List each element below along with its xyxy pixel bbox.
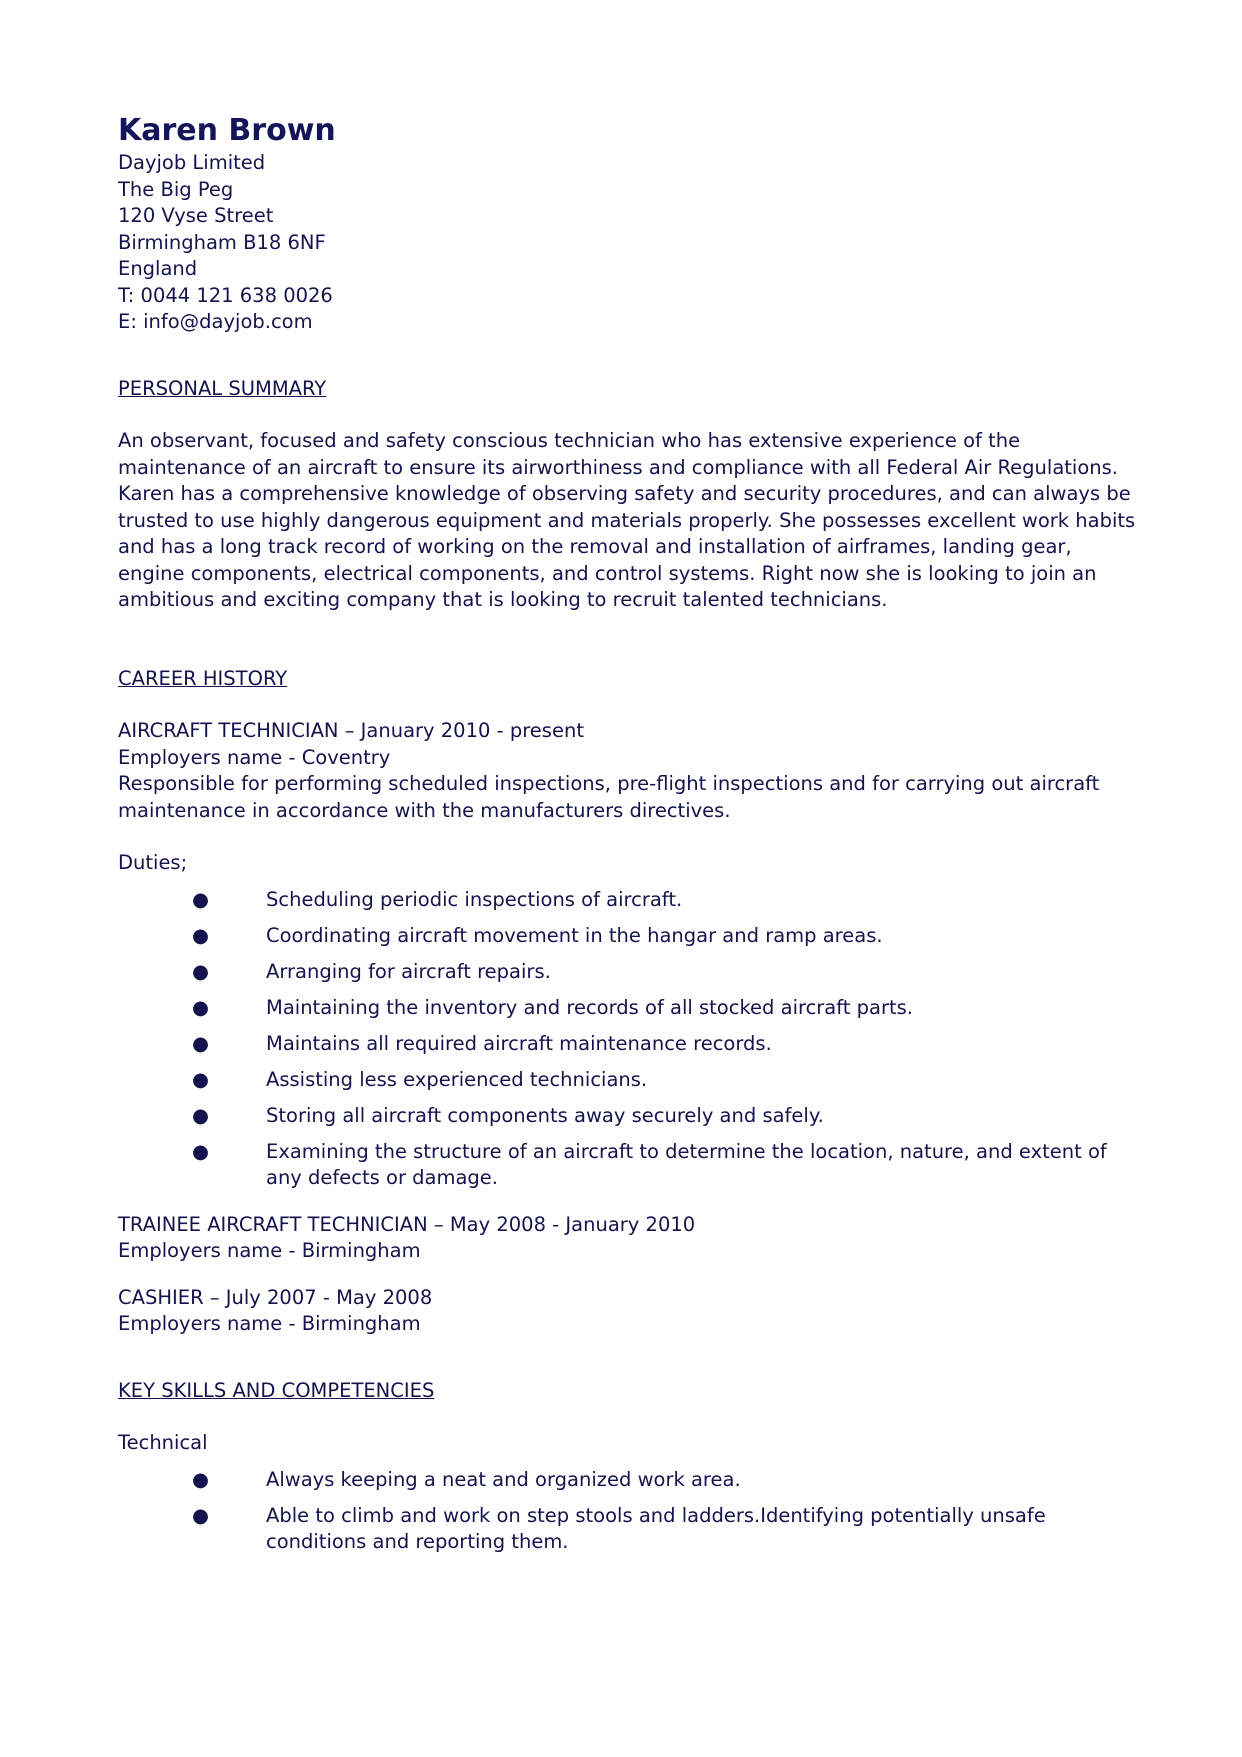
duty-text: Maintains all required aircraft maintenance records. (266, 1031, 772, 1055)
job-employer: Employers name - Birmingham (118, 1239, 421, 1262)
phone-line: T: 0044 121 638 0026 (118, 283, 333, 307)
technical-label: Technical (118, 1431, 208, 1454)
job-description: Responsible for performing scheduled inspections, pre-flight inspections and for carrying out aircraft maintenance in accordance with the manufacturers directives. (118, 772, 1100, 822)
job-employer: Employers name - Coventry (118, 745, 391, 769)
bullet-icon: ● (192, 959, 210, 983)
bullet-icon: ● (192, 1067, 210, 1091)
address-line: Birmingham B18 6NF (118, 230, 326, 254)
duty-text: Storing all aircraft components away securely and safely. (266, 1103, 824, 1127)
list-item (192, 1031, 1138, 1058)
list-item (192, 887, 1138, 914)
job-title: TRAINEE AIRCRAFT TECHNICIAN – May 2008 - January 2010 (118, 1212, 696, 1236)
resume-page (118, 112, 1138, 1565)
bullet-icon: ● (192, 1139, 210, 1163)
duty-text: Examining the structure of an aircraft to determine the location, nature, and extent of any defects or damage. (266, 1139, 1107, 1189)
duty-text: Assisting less experienced technicians. (266, 1067, 648, 1091)
list-item (192, 1103, 1138, 1130)
personal-summary-text: An observant, focused and safety conscious technician who has extensive experience of the maintenance of an aircraft to ensure its airworthiness and compliance with all Federal Air Regulations. Karen has a comprehensive knowledge of observing safety and security procedures, and can always be trusted to use highly dangerous equipment and materials properly. She possesses excellent work habits and has a long track record of working on the removal and installation of airframes, landing gear, engine components, electrical components, and control systems. Right now she is looking to join an ambitious and exciting company that is looking to recruit talented technicians. (118, 429, 1136, 611)
key-skills-heading: KEY SKILLS AND COMPETENCIES (118, 1378, 435, 1402)
list-item (192, 923, 1138, 950)
duties-label: Duties; (118, 851, 188, 874)
candidate-name: Karen Brown (118, 113, 336, 148)
job-entry (118, 1285, 1138, 1338)
duties-list (118, 887, 1138, 1192)
list-item (192, 1139, 1138, 1192)
duty-text: Maintaining the inventory and records of all stocked aircraft parts. (266, 995, 913, 1019)
contact-address-block (118, 150, 1138, 336)
job-employer: Employers name - Birmingham (118, 1312, 421, 1335)
skill-text: Always keeping a neat and organized work area. (266, 1467, 741, 1491)
job-title: AIRCRAFT TECHNICIAN – January 2010 - present (118, 719, 584, 742)
skill-text: Able to climb and work on step stools and ladders.Identifying potentially unsafe conditions and reporting them. (266, 1503, 1046, 1553)
list-item (192, 1467, 1138, 1494)
job-entry (118, 1212, 1138, 1265)
duty-text: Arranging for aircraft repairs. (266, 959, 551, 983)
bullet-icon: ● (192, 1467, 210, 1491)
duty-text: Scheduling periodic inspections of aircraft. (266, 887, 683, 911)
technical-skills-list (118, 1467, 1138, 1556)
bullet-icon: ● (192, 1103, 210, 1127)
bullet-icon: ● (192, 995, 210, 1019)
address-line: Dayjob Limited (118, 151, 266, 174)
address-line: 120 Vyse Street (118, 204, 274, 227)
list-item (192, 959, 1138, 986)
address-line: England (118, 257, 198, 280)
personal-summary-heading: PERSONAL SUMMARY (118, 376, 327, 400)
list-item (192, 1067, 1138, 1094)
bullet-icon: ● (192, 923, 210, 947)
job-title: CASHIER – July 2007 - May 2008 (118, 1285, 433, 1309)
list-item (192, 995, 1138, 1022)
address-line: The Big Peg (118, 177, 234, 201)
career-history-heading: CAREER HISTORY (118, 666, 288, 690)
bullet-icon: ● (192, 887, 210, 911)
email-line: E: info@dayjob.com (118, 310, 313, 333)
duty-text: Coordinating aircraft movement in the hangar and ramp areas. (266, 923, 883, 947)
bullet-icon: ● (192, 1503, 210, 1527)
list-item (192, 1503, 1138, 1556)
bullet-icon: ● (192, 1031, 210, 1055)
job-entry (118, 718, 1138, 1192)
